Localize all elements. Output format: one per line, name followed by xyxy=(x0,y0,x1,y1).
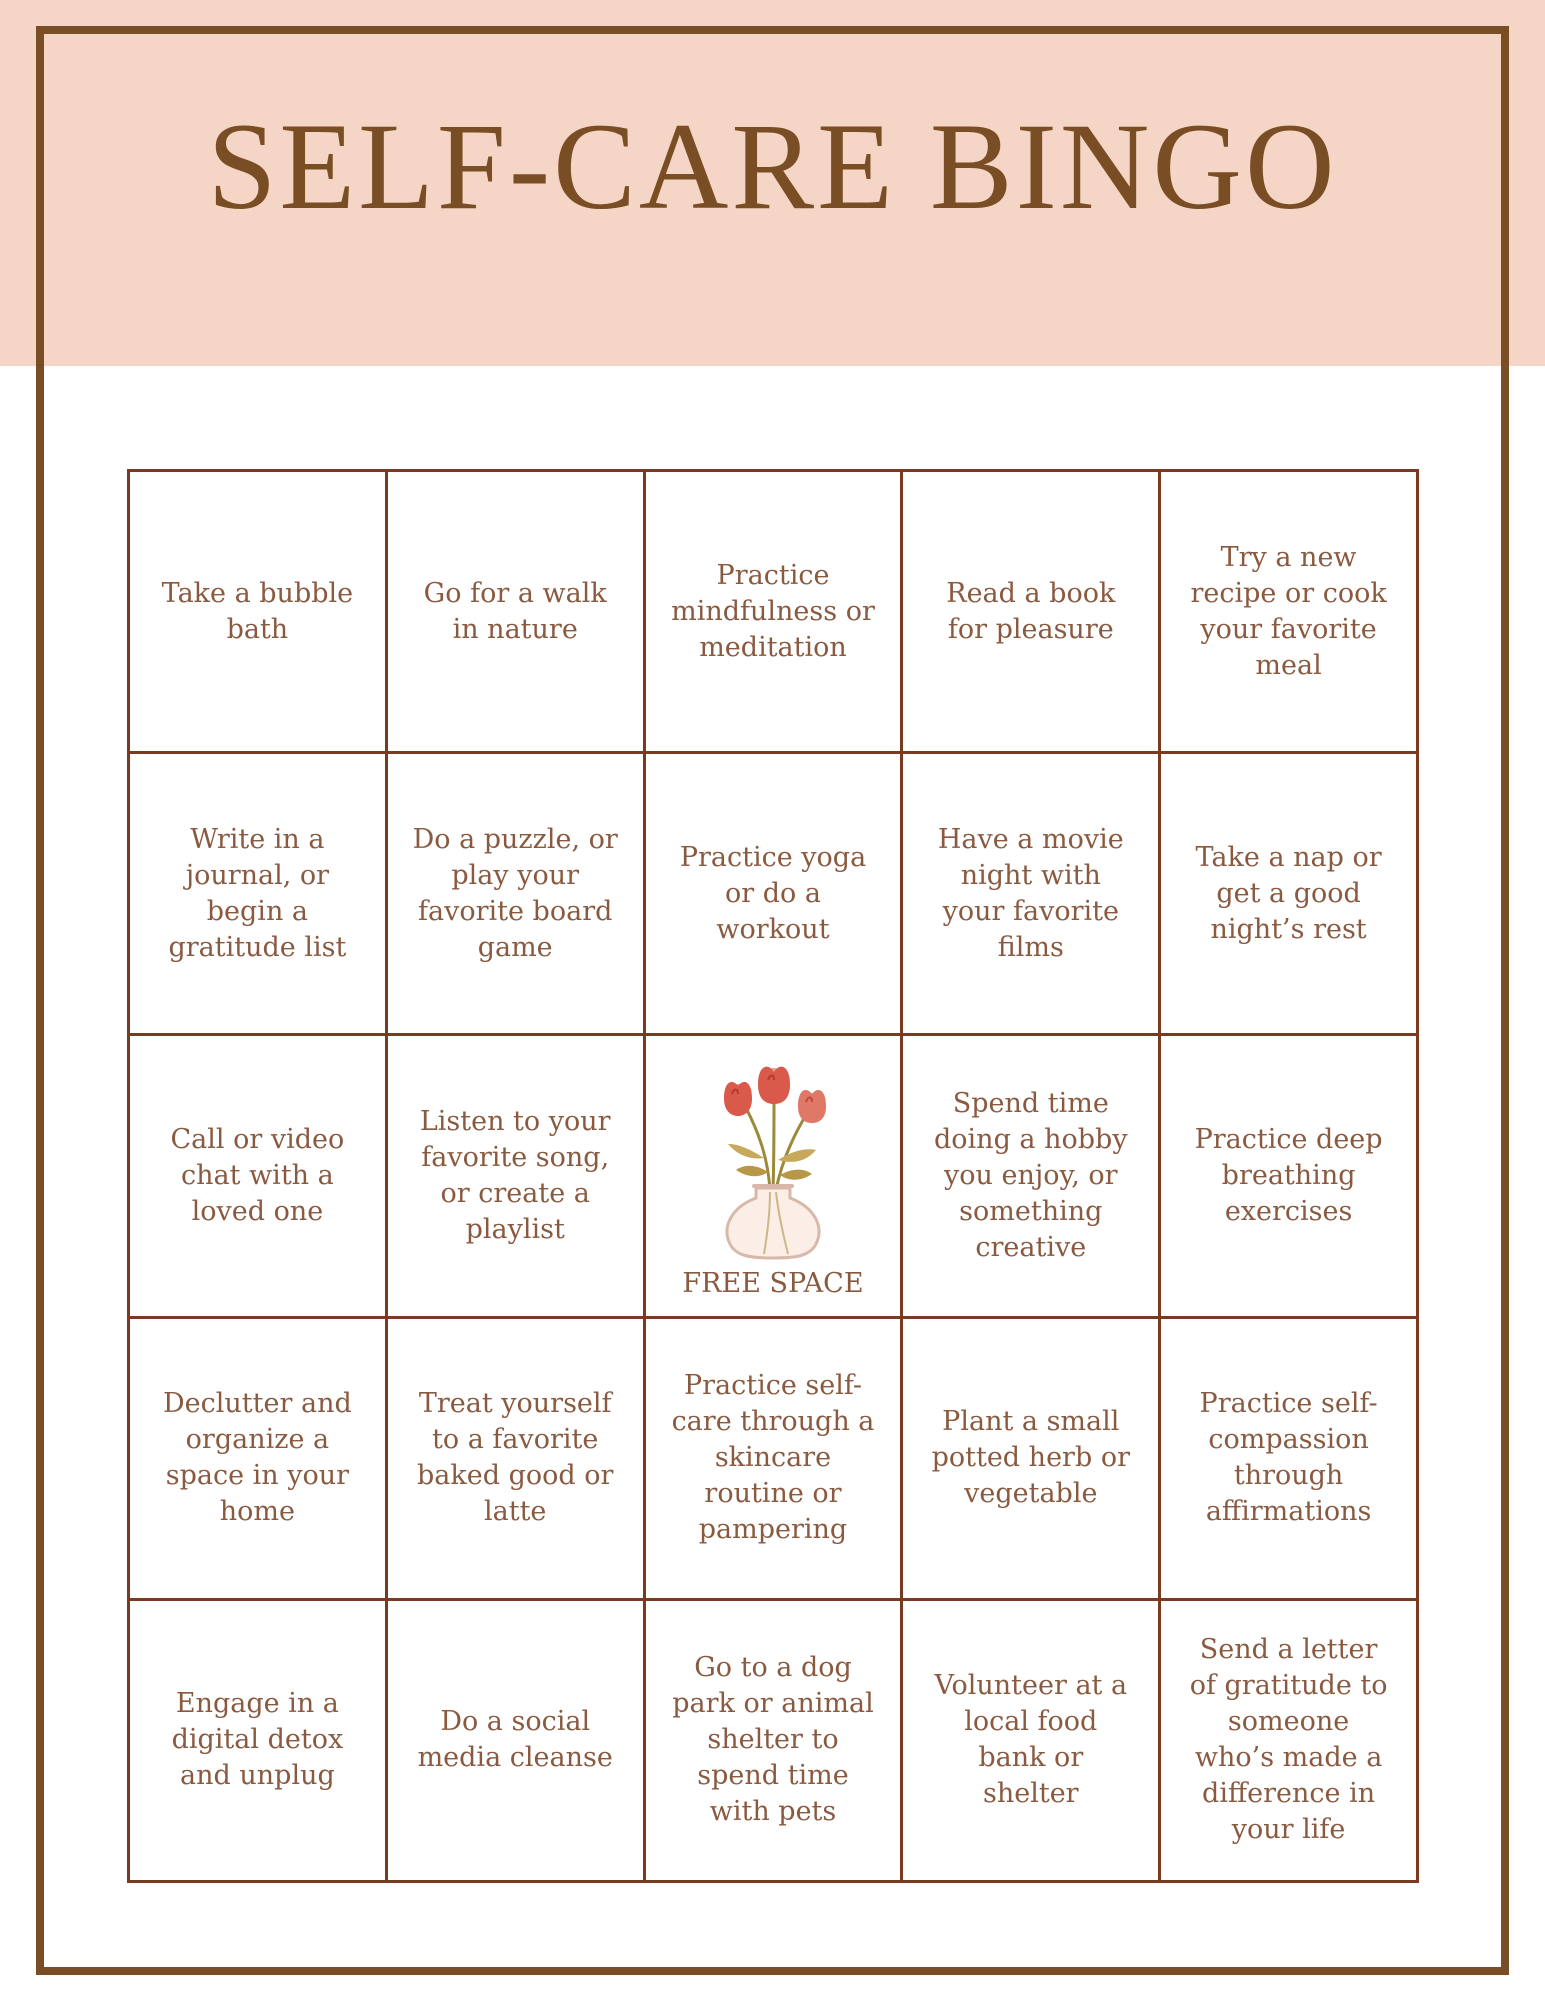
bingo-cell: Listen to your favorite song, or create a playlist xyxy=(388,1036,646,1318)
bingo-cell: Do a puzzle, or play your favorite board game xyxy=(388,754,646,1036)
flower-middle-icon xyxy=(758,1066,790,1103)
bingo-cell: Practice mindfulness or meditation xyxy=(646,472,904,754)
bingo-cell: Practice deep breathing exercises xyxy=(1161,1036,1419,1318)
page-title: SELF-CARE BINGO xyxy=(207,98,1338,235)
free-space-label: FREE SPACE xyxy=(682,1267,864,1299)
bingo-cell: Spend time doing a hobby you enjoy, or something creative xyxy=(903,1036,1161,1318)
bingo-cell: Take a bubble bath xyxy=(130,472,388,754)
free-space-cell xyxy=(646,1036,904,1318)
bingo-cell: Read a book for pleasure xyxy=(903,472,1161,754)
bingo-cell: Plant a small potted herb or vegetable xyxy=(903,1319,1161,1601)
bingo-cell: Engage in a digital detox and unplug xyxy=(130,1601,388,1883)
bingo-cell: Treat yourself to a favorite baked good or latte xyxy=(388,1319,646,1601)
bingo-cell: Write in a journal, or begin a gratitude list xyxy=(130,754,388,1036)
flower-right-icon xyxy=(798,1090,826,1123)
bingo-cell: Call or video chat with a loved one xyxy=(130,1036,388,1318)
bingo-cell: Try a new recipe or cook your favorite meal xyxy=(1161,472,1419,754)
bingo-cell: Practice yoga or do a workout xyxy=(646,754,904,1036)
bingo-cell: Practice self-care through a skincare routine or pampering xyxy=(646,1319,904,1601)
bingo-grid xyxy=(127,469,1419,1883)
bingo-cell: Take a nap or get a good night’s rest xyxy=(1161,754,1419,1036)
bingo-cell: Declutter and organize a space in your home xyxy=(130,1319,388,1601)
flower-left-icon xyxy=(724,1082,752,1116)
bingo-cell: Send a letter of gratitude to someone who’s made a difference in your life xyxy=(1161,1601,1419,1883)
bingo-cell: Go to a dog park or animal shelter to spend time with pets xyxy=(646,1601,904,1883)
flower-vase-icon xyxy=(698,1060,848,1260)
bingo-cell: Go for a walk in nature xyxy=(388,472,646,754)
bingo-cell: Practice self-compassion through affirmations xyxy=(1161,1319,1419,1601)
bingo-cell: Do a social media cleanse xyxy=(388,1601,646,1883)
bingo-cell: Volunteer at a local food bank or shelter xyxy=(903,1601,1161,1883)
bingo-cell: Have a movie night with your favorite films xyxy=(903,754,1161,1036)
